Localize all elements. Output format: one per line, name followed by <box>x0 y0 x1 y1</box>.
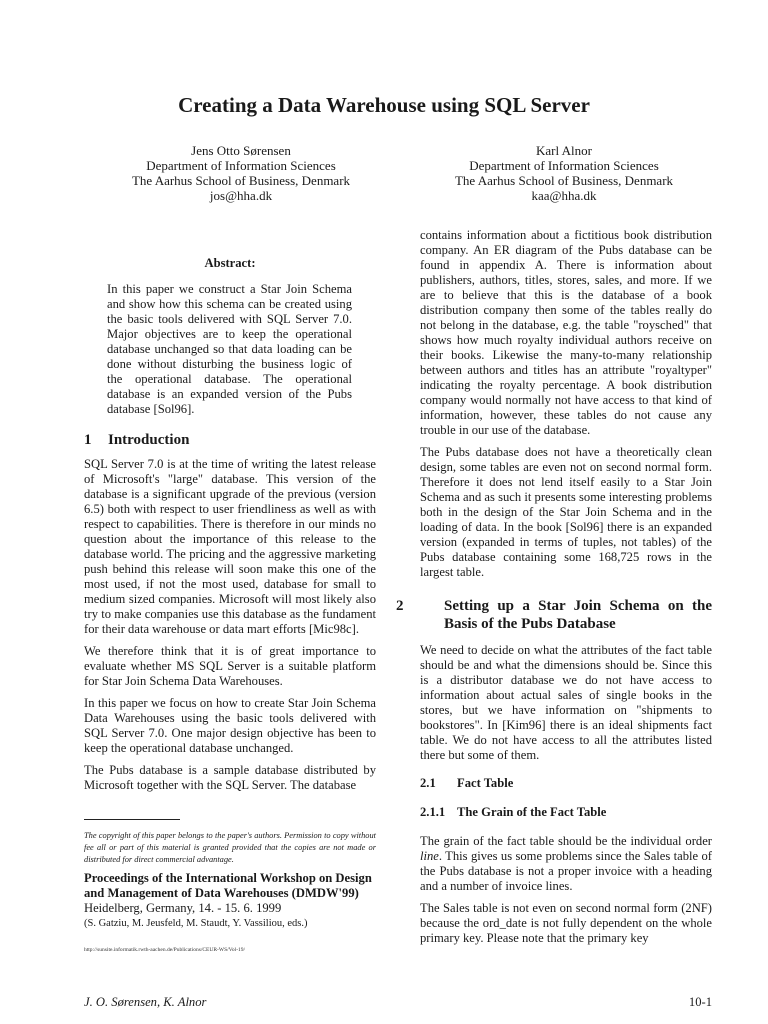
author-name: Karl Alnor <box>536 143 592 158</box>
section-number: 1 <box>84 432 92 448</box>
grain-emphasis: line <box>420 849 439 863</box>
section-2-1-1-heading <box>420 805 712 820</box>
author-email: kaa@hha.dk <box>531 188 597 203</box>
author-department: Department of Information Sciences <box>146 158 336 173</box>
left-column <box>84 228 376 954</box>
pubs-paragraph-2: The Pubs database does not have a theoretically clean design, some tables are even not on second normal form. Therefore it does not lend itself easily to a Star Join Schema and as such it presents some interesting problems both in the design of the Star Join Schema and in the loading of data. In the book [Sol96] there is an expanded version (expanded in terms of tuples, not tables) of the Pubs database containing some 168,725 rows in the largest table. <box>420 445 712 579</box>
abstract-heading: Abstract: <box>204 256 256 270</box>
author-department: Department of Information Sciences <box>469 158 659 173</box>
section-2-heading <box>396 597 712 633</box>
paper-title: Creating a Data Warehouse using SQL Server <box>178 93 590 117</box>
author-name: Jens Otto Sørensen <box>191 143 291 158</box>
intro-paragraph-1: SQL Server 7.0 is at the time of writing the latest release of Microsoft's "large" database. This version of the database is a significant upgrade of the previous (version 6.5) both with respect to user friendliness as well as with respect to capabilities. There is therefore in our minds no question about the importance of this release to the database world. The pricing and the aggressive marketing push behind this release will soon make this one of the most used, if not the most used, database for small to medium sized companies. Microsoft will most likely also try to make companies use this database as the fundament for their data warehouse or data mart efforts [Mic98c]. <box>84 457 376 636</box>
section-title: Introduction <box>108 432 190 448</box>
grain-text-end: . This gives us some problems since the Sales table of the Pubs database is not a proper invoice with a heading and a number of invoice lines. <box>420 849 712 893</box>
author-email: jos@hha.dk <box>209 188 273 203</box>
author-school: The Aarhus School of Business, Denmark <box>454 173 674 188</box>
grain-paragraph <box>420 834 712 894</box>
section-number: 2 <box>396 598 404 614</box>
proceedings-url: http://sunsite.informatik.rwth-aachen.de/Publications/CEUR-WS/Vol-19/ <box>84 947 246 953</box>
sales-table-paragraph: The Sales table is not even on second normal form (2NF) because the ord_date is not fully dependent on the whole primary key. Please note that the primary key <box>420 901 712 945</box>
section-title: Fact Table <box>457 776 514 790</box>
section-number: 2.1 <box>420 776 436 790</box>
proceedings-place: Heidelberg, Germany, 14. - 15. 6. 1999 <box>84 901 282 915</box>
author-block-left <box>82 143 400 203</box>
abstract-text: In this paper we construct a Star Join Schema and show how this schema can be created using the basic tools delivered with SQL Server 7.0. Major objectives are to keep the operational database unchanged so that data loading can be done without disturbing the business logic of the operational database. The operational database is an expanded version of the Pubs database [Sol96]. <box>107 282 352 416</box>
right-column <box>396 228 712 953</box>
intro-paragraph-2: We therefore think that it is of great importance to evaluate whether MS SQL Server is a suitable platform for Star Join Schema Data Warehouses. <box>84 644 376 688</box>
footer-authors: J. O. Sørensen, K. Alnor <box>84 995 207 1009</box>
grain-text-start: The grain of the fact table should be the individual order <box>420 834 712 848</box>
section-2-1-heading <box>420 776 712 791</box>
footnote-divider <box>84 819 180 820</box>
section-title: Setting up a Star Join Schema on the Basis of the Pubs Database <box>444 598 712 632</box>
proceedings-title: Proceedings of the International Workshop on Design and Management of Data Warehouses (DMDW'99) <box>84 871 372 900</box>
section-1-heading <box>84 431 376 449</box>
section-2-paragraph: We need to decide on what the attributes of the fact table should be and what the dimensions should be. Since this is a distributor database we do not have access to information about actual sales of single books in the stores, but we have information on "shipments to bookstores". In [Kim96] there is an ideal shipments fact table. We do not have access to all the attributes listed there but some of them. <box>420 643 712 762</box>
section-title: The Grain of the Fact Table <box>457 805 607 819</box>
proceedings-editors: (S. Gatziu, M. Jeusfeld, M. Staudt, Y. Vassiliou, eds.) <box>84 918 308 929</box>
pubs-paragraph-1: contains information about a fictitious book distribution company. An ER diagram of the Pubs database can be found in appendix A. There is information about publishers, authors, titles, stores, sales, and more. If we are to believe that this is the database of a book distribution company then some of the tables really do not belong in the database, e.g. the table "roysched" that shows how much royalty individual authors receive on their books. Likewise the many-to-many relationship between authors and titles has an attribute "royaltyper" indicating the royalty percentage. A book distribution company would normally not have access to that kind of information, however, these tables do not cause any trouble in our use of the database. <box>420 228 712 437</box>
author-block-right <box>405 143 723 203</box>
copyright-notice: The copyright of this paper belongs to the paper's authors. Permission to copy without fee all or part of this material is granted provided that the copies are not made or distributed for direct commercial advantage. <box>84 831 376 864</box>
intro-paragraph-3: In this paper we focus on how to create Star Join Schema Data Warehouses using the basic tools delivered with SQL Server 7.0. One major design objective has been to keep the operational database unchanged. <box>84 696 376 755</box>
page-number: 10-1 <box>688 995 712 1009</box>
intro-paragraph-4: The Pubs database is a sample database distributed by Microsoft together with the SQL Server. The database <box>84 763 376 792</box>
author-school: The Aarhus School of Business, Denmark <box>131 173 351 188</box>
section-number: 2.1.1 <box>420 805 446 819</box>
